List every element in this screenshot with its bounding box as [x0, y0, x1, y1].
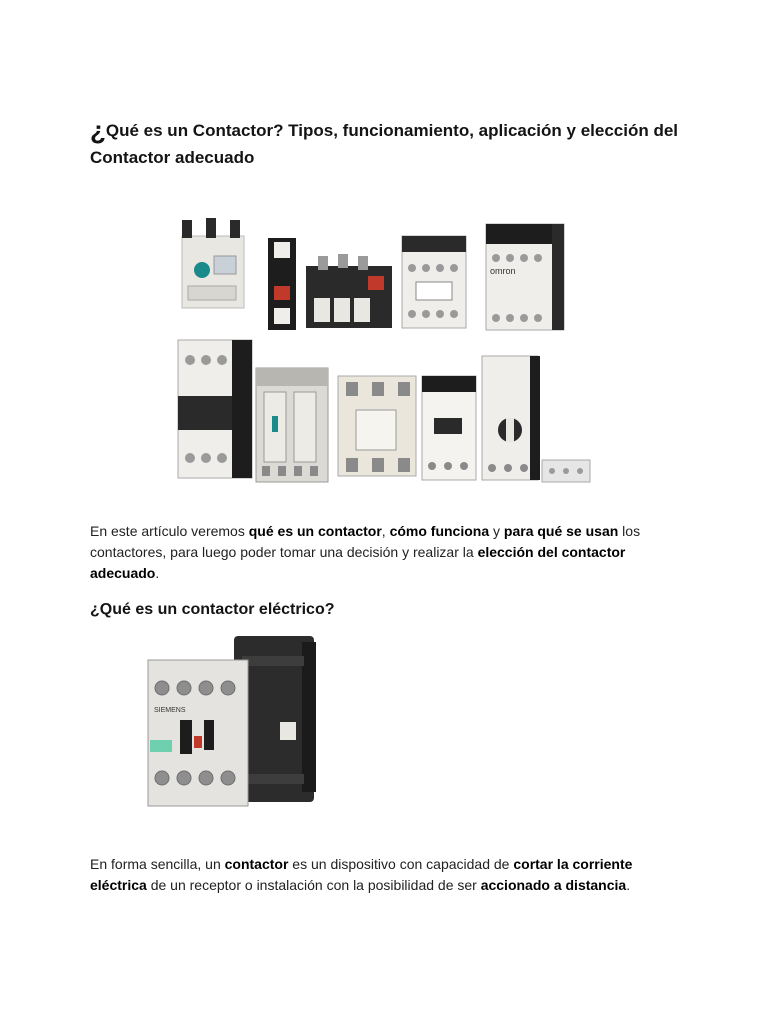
definition-text-2: es un dispositivo con capacidad de	[288, 856, 514, 872]
section-heading: ¿Qué es un contactor eléctrico?	[90, 601, 335, 619]
intro-bold-3: para qué se usan	[503, 523, 619, 539]
thermal-relay-device	[306, 254, 392, 328]
title-question-mark: ¿	[90, 115, 106, 146]
intro-text-5: .	[155, 565, 160, 581]
modular-contactor-device	[256, 368, 328, 482]
siemens-label: SIEMENS	[154, 707, 186, 714]
omron-label: omron	[490, 266, 516, 276]
intro-text-3: y	[489, 523, 504, 539]
omron-contactor-device	[486, 224, 564, 330]
small-contactor-device	[402, 236, 466, 328]
intro-bold-1: qué es un contactor	[248, 523, 382, 539]
definition-bold-1: contactor	[224, 856, 289, 872]
power-contactor-device	[338, 376, 416, 476]
definition-bold-2: cortar la corriente eléctrica	[90, 856, 633, 893]
intro-text-1: En este artículo veremos	[90, 523, 249, 539]
contactors-photo	[168, 216, 594, 488]
motor-protector-device	[422, 376, 476, 480]
definition-text-3: de un receptor o instalación con la posibilidad de ser	[146, 877, 481, 893]
definition-paragraph	[90, 854, 690, 896]
title-text: Qué es un Contactor? Tipos, funcionamiento, aplicación y elección del Contactor adecuado	[90, 121, 679, 168]
definition-text-4: .	[626, 877, 631, 893]
definition-bold-3: accionado a distancia	[480, 877, 627, 893]
intro-paragraph	[90, 521, 690, 584]
auxiliary-block-device	[268, 238, 296, 330]
siemens-contactor-photo	[146, 632, 318, 810]
auxiliary-contact-device	[542, 460, 590, 482]
page-title	[90, 117, 690, 171]
intro-bold-2: cómo funciona	[389, 523, 490, 539]
circuit-breaker-device	[482, 356, 540, 480]
large-contactor-device	[178, 340, 252, 478]
definition-text-1: En forma sencilla, un	[90, 856, 225, 872]
intro-text-2: ,	[381, 523, 390, 539]
intro-bold-4: elección del contactor adecuado	[90, 544, 626, 581]
overload-relay-device	[182, 218, 244, 308]
intro-text-4: los contactores, para luego poder tomar una decisión y realizar la	[90, 523, 641, 560]
